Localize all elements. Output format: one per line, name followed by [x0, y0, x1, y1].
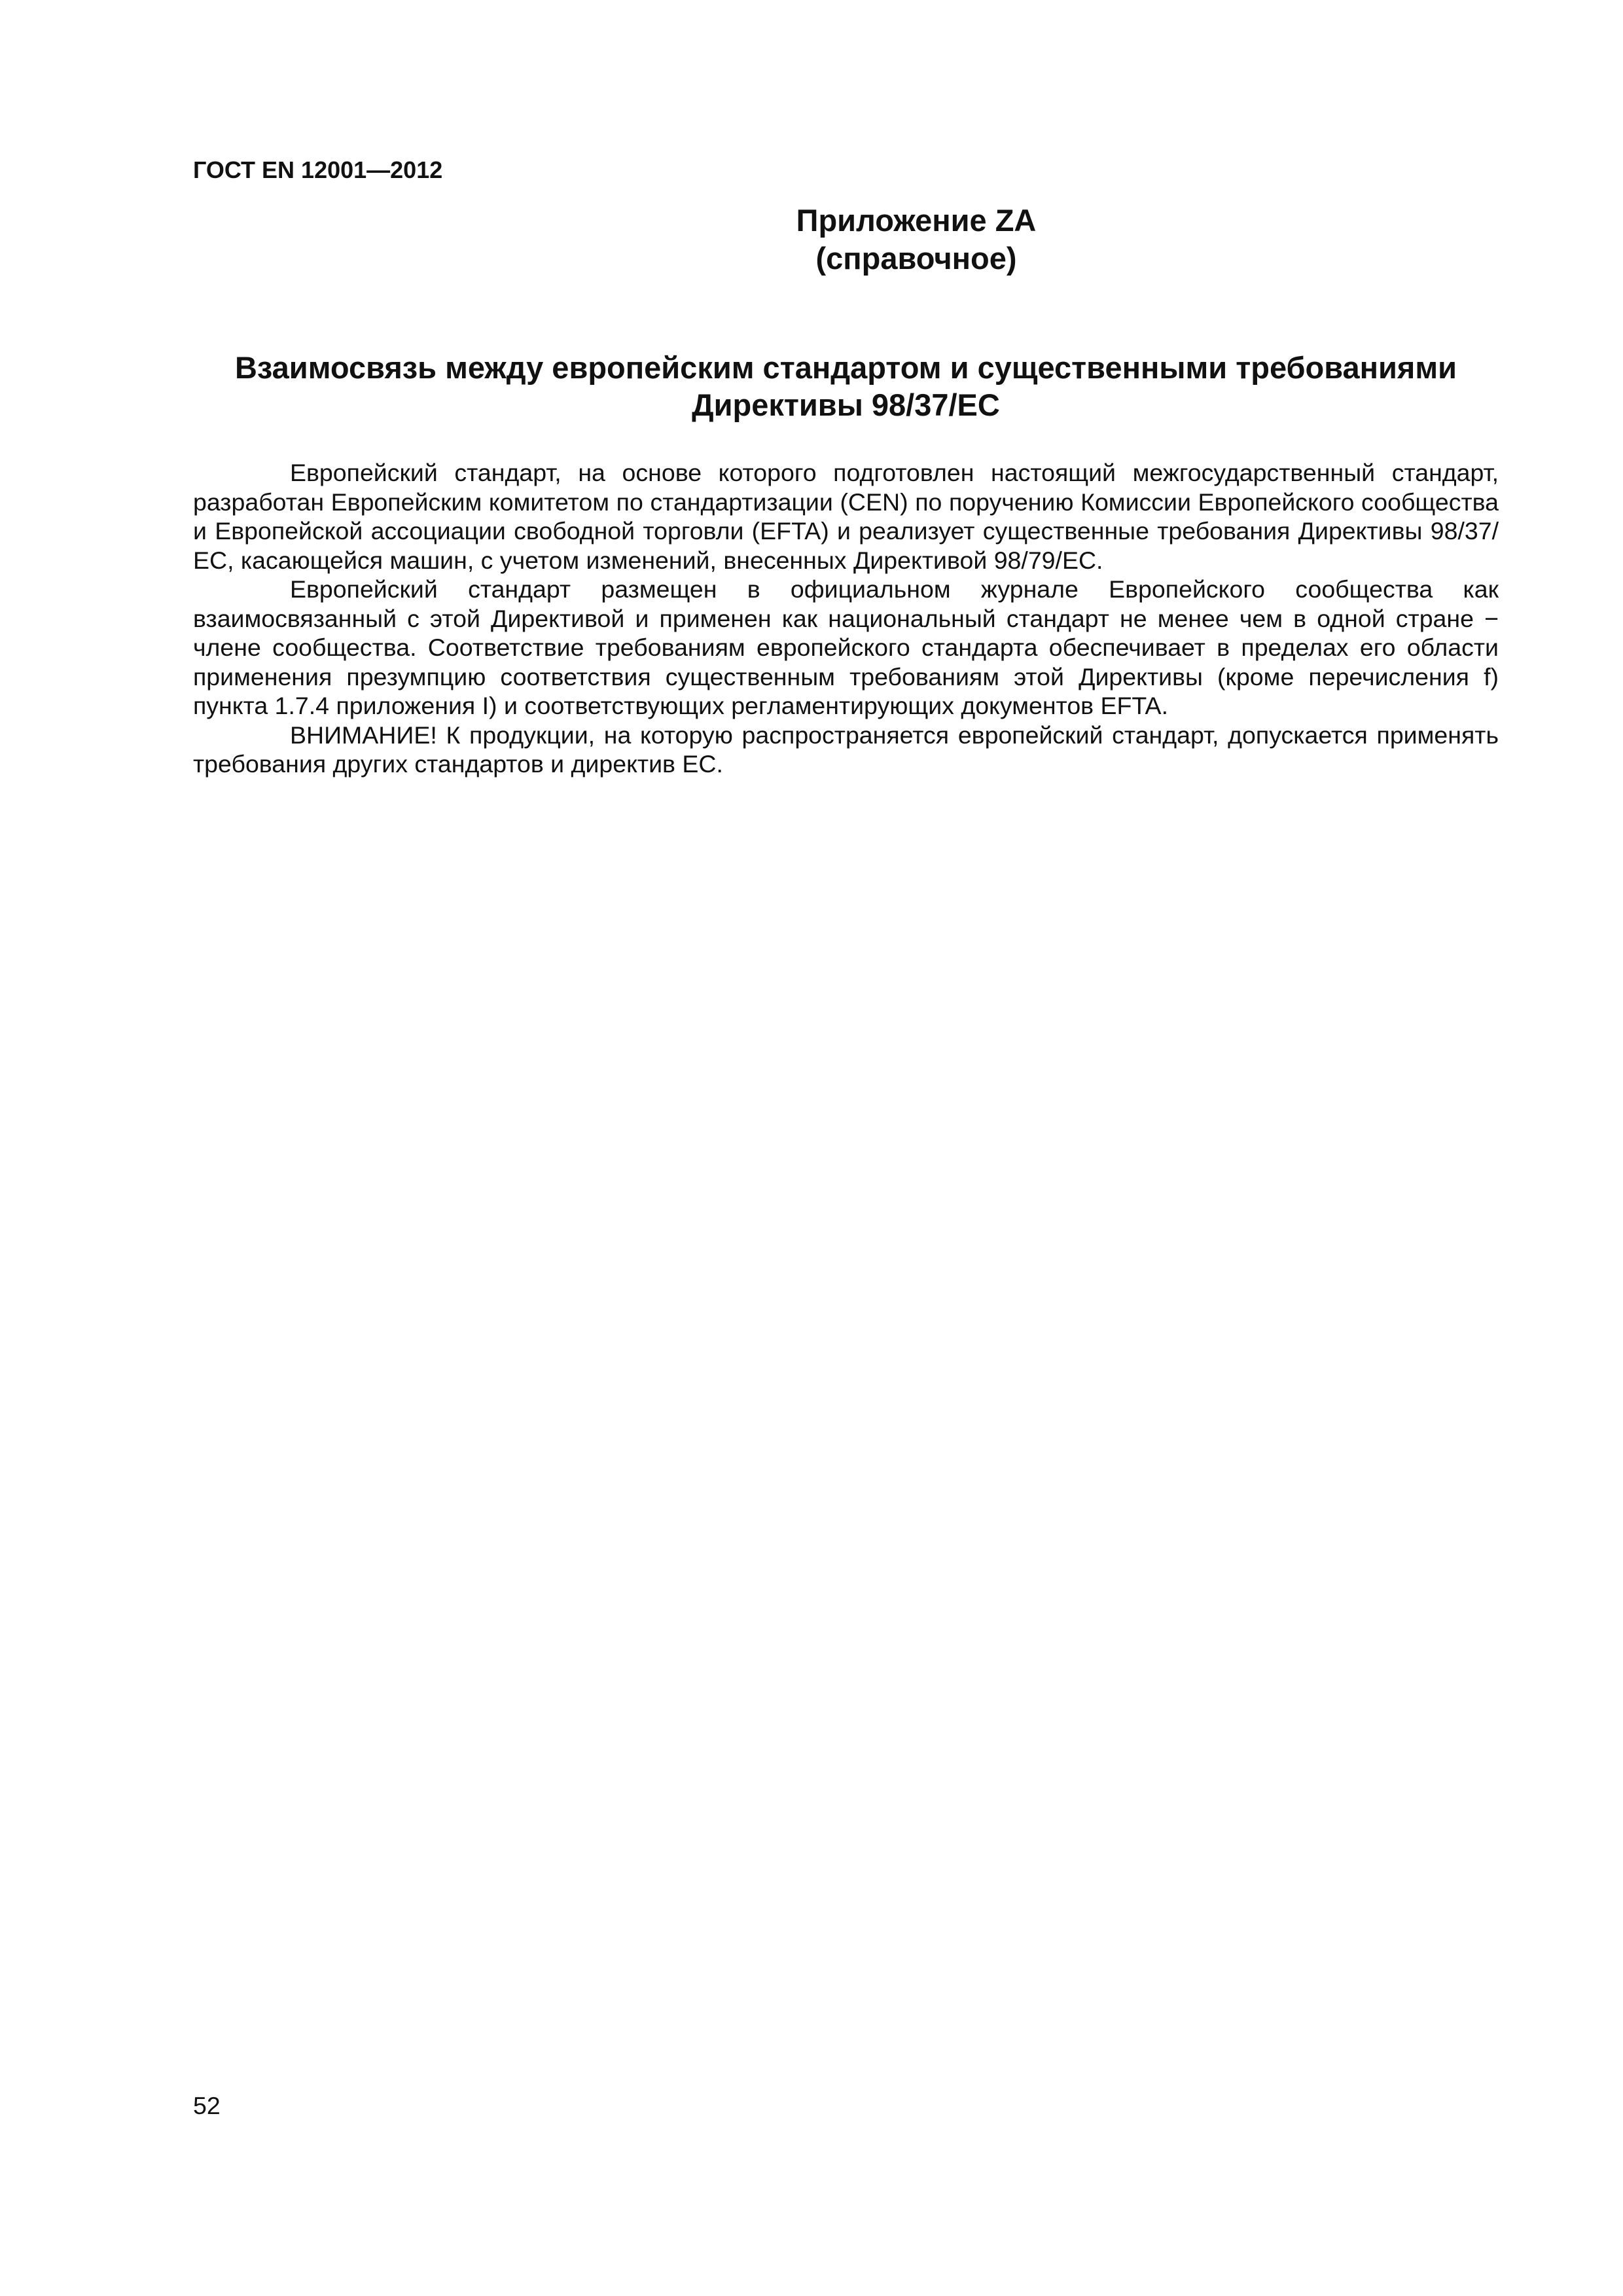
document-identifier: ГОСТ EN 12001—2012	[193, 156, 443, 183]
body-text	[193, 458, 1499, 779]
page-number: 52	[193, 2092, 221, 2119]
paragraph-2: Европейский стандарт размещен в официальном журнале Европейского сообщества как взаимосвязанный с этой Директивой и применен как национальный стандарт не менее чем в одной стране − члене сообщества. Соответствие требованиям европейского стандарта обеспечивает в пределах его области применения презумпцию соответствия существенным требованиям этой Директивы (кроме перечисления f) пункта 1.7.4 приложения I) и соответствующих регламентирующих документов EFTA.	[193, 575, 1499, 719]
annex-title: Приложение ZA	[796, 203, 1037, 238]
section-title-line2: Директивы 98/37/ЕС	[692, 387, 1000, 422]
section-title	[193, 349, 1499, 423]
paragraph-3: ВНИМАНИЕ! К продукции, на которую распространяется европейский стандарт, допускается применять требования других стандартов и директив ЕС.	[193, 721, 1499, 778]
annex-heading	[193, 202, 1499, 278]
section-title-line1: Взаимосвязь между европейским стандартом и существенными требованиями	[234, 350, 1457, 385]
annex-status: (справочное)	[815, 241, 1017, 276]
paragraph-1: Европейский стандарт, на основе которого подготовлен настоящий межгосударственный стандарт, разработан Европейским комитетом по стандартизации (CEN) по поручению Комиссии Европейского сообщества и Европейской ассоциации свободной торговли (EFTA) и реализует существенные требования Директивы 98/37/ЕС, касающейся машин, с учетом изменений, внесенных Директивой 98/79/ЕС.	[193, 459, 1499, 574]
